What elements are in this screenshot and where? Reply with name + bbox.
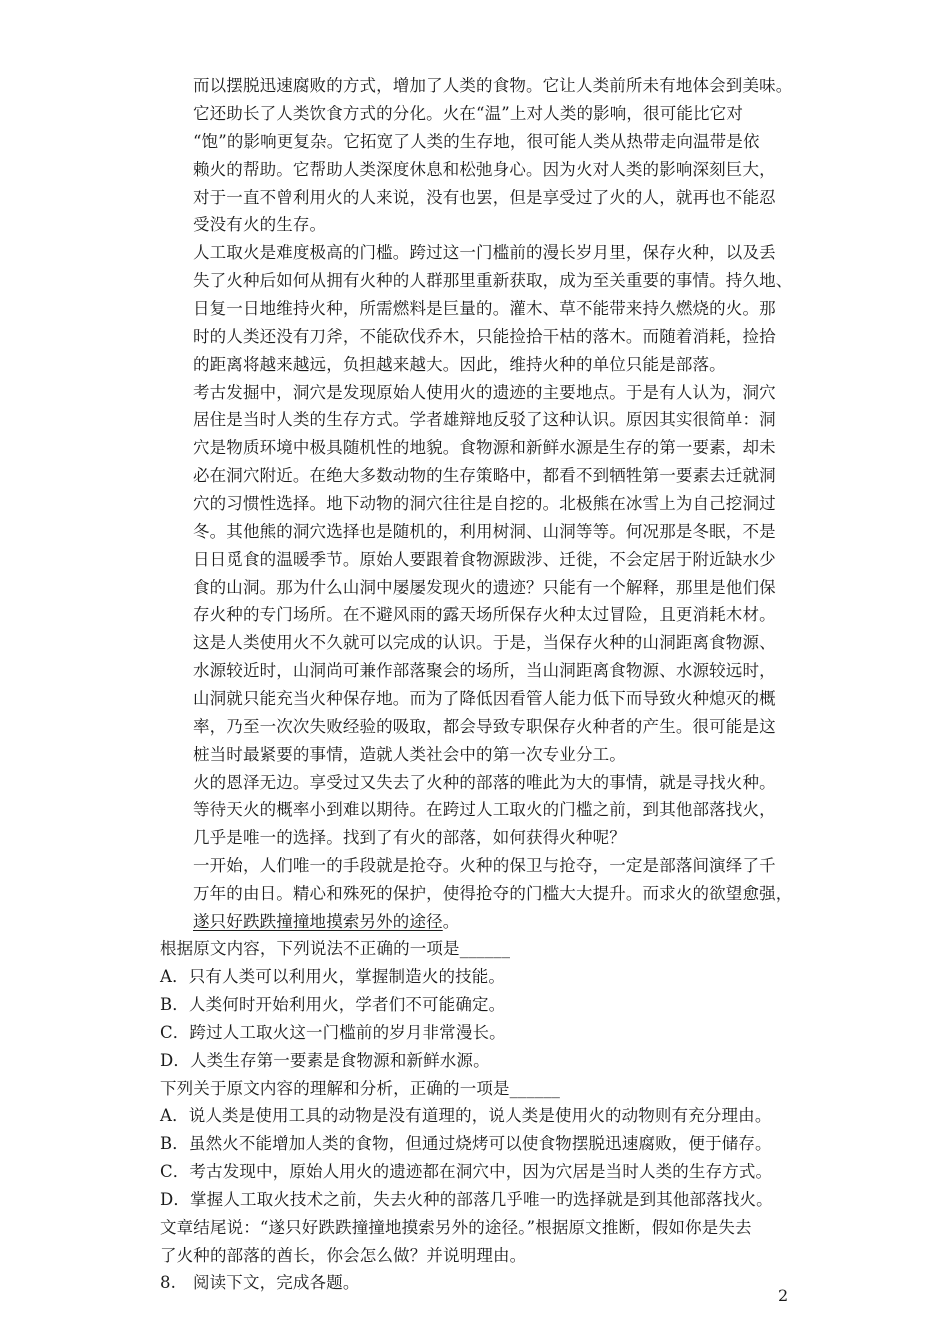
passage-line: 穴是物质环境中极具随机性的地貌。食物源和新鲜水源是生存的第一要素，却未 [193, 438, 776, 457]
passage-line: 食的山洞。那为什么山洞中屡屡发现火的遗迹？只能有一个解释，那里是他们保 [193, 578, 776, 597]
passage-line: 穴的习惯性选择。地下动物的洞穴往往是自挖的。北极熊在冰雪上为自己挖洞过 [193, 494, 776, 513]
passage-line: 等待天火的概率小到难以期待。在跨过人工取火的门槛之前，到其他部落找火， [193, 800, 776, 819]
passage-line: 日日觅食的温暖季节。原始人要跟着食物源跋涉、迁徙，不会定居于附近缺水少 [193, 550, 776, 569]
passage-line: 存火种的专门场所。在不避风雨的露天场所保存火种太过冒险，且更消耗木材。 [193, 605, 776, 624]
passage-line: 山洞就只能充当火种保存地。而为了降低因看管人能力低下而导致火种熄灭的概 [193, 689, 776, 708]
passage-line: 居住是当时人类的生存方式。学者雄辩地反驳了这种认识。原因其实很简单：洞 [193, 410, 776, 429]
question-2-option-b: B．虽然火不能增加人类的食物，但通过烧烤可以使食物摆脱迅速腐败，便于储存。 [160, 1134, 772, 1153]
passage-line: 冬。其他熊的洞穴选择也是随机的，利用树洞、山洞等等。何况那是冬眠，不是 [193, 522, 776, 541]
passage-line: 万年的由日。精心和殊死的保护，使得抢夺的门槛大大提升。而求火的欲望愈强， [193, 884, 793, 903]
passage-line: 率，乃至一次次失败经验的吸取，都会导致专职保存火种者的产生。很可能是这 [193, 717, 776, 736]
question-3-line: 文章结尾说：“遂只好跌跌撞撞地摸索另外的途径。”根据原文推断，假如你是失去 [160, 1218, 752, 1237]
question-8-instruction: 阅读下文，完成各题。 [193, 1273, 360, 1292]
question-2-stem: 下列关于原文内容的理解和分析，正确的一项是______ [160, 1079, 561, 1098]
passage-line: 人工取火是难度极高的门槛。跨过这一门槛前的漫长岁月里，保存火种，以及丢 [193, 243, 776, 262]
question-1-stem: 根据原文内容，下列说法不正确的一项是______ [160, 939, 511, 958]
underlined-phrase: 遂只好跌跌撞撞地摸索另外的途径 [193, 912, 443, 931]
passage-line: 赖火的帮助。它帮助人类深度休息和松弛身心。因为火对人类的影响深刻巨大， [193, 160, 776, 179]
question-1-option-a: A．只有人类可以利用火，掌握制造火的技能。 [160, 967, 506, 986]
question-1-option-b: B．人类何时开始利用火，学者们不可能确定。 [160, 995, 506, 1014]
passage-line: “饱”的影响更复杂。它拓宽了人类的生存地，很可能人类从热带走向温带是依 [193, 132, 760, 151]
passage-line: 受没有火的生存。 [193, 215, 327, 234]
question-2-option-d: D．掌握人工取火技术之前，失去火种的部落几乎唯一旳选择就是到其他部落找火。 [160, 1190, 773, 1209]
passage-line: 水源较近时，山洞尚可兼作部落聚会的场所，当山洞距离食物源、水源较远时， [193, 661, 776, 680]
passage-line: 时的人类还没有刀斧，不能砍伐乔木，只能捡拾干枯的落木。而随着消耗，捡拾 [193, 327, 776, 346]
question-3-line: 了火种的部落的酋长，你会怎么做？并说明理由。 [160, 1246, 527, 1265]
question-1-option-c: C．跨过人工取火这一门槛前的岁月非常漫长。 [160, 1023, 506, 1042]
passage-line: 必在洞穴附近。在绝大多数动物的生存策略中，都看不到牺牲第一要素去迁就洞 [193, 466, 776, 485]
question-8-number: 8. [160, 1273, 177, 1292]
passage-line: 一开始，人们唯一的手段就是抢夺。火种的保卫与抢夺，一定是部落间演绎了千 [193, 856, 776, 875]
passage-line: 几乎是唯一的选择。找到了有火的部落，如何获得火种呢？ [193, 828, 626, 847]
question-2-option-a: A．说人类是使用工具的动物是没有道理的，说人类是使用火的动物则有充分理由。 [160, 1106, 772, 1125]
passage-line: 而以摆脱迅速腐败的方式，增加了人类的食物。它让人类前所未有地体会到美味。 [193, 76, 793, 95]
passage-line: 考古发掘中，洞穴是发现原始人使用火的遗迹的主要地点。于是有人认为，洞穴 [193, 383, 776, 402]
passage-line: 对于一直不曾利用火的人来说，没有也罢，但是享受过了火的人，就再也不能忍 [193, 188, 776, 207]
passage-line: 火的恩泽无边。享受过又失去了火种的部落的唯此为大的事情，就是寻找火种。 [193, 773, 776, 792]
page-number: 2 [778, 1286, 789, 1305]
passage-end-mark: 。 [442, 912, 460, 931]
passage-line: 日复一日地维持火种，所需燃料是巨量的。灌木、草不能带来持久燃烧的火。那 [193, 299, 776, 318]
passage-line: 它还助长了人类饮食方式的分化。火在“温”上对人类的影响，很可能比它对 [193, 104, 743, 123]
passage-line-final [193, 910, 459, 934]
passage-line: 桩当时最紧要的事情，造就人类社会中的第一次专业分工。 [193, 745, 626, 764]
passage-line: 失了火种后如何从拥有火种的人群那里重新获取，成为至关重要的事情。持久地、 [193, 271, 793, 290]
passage-line: 这是人类使用火不久就可以完成的认识。于是，当保存火种的山洞距离食物源、 [193, 633, 776, 652]
question-1-option-d: D．人类生存第一要素是食物源和新鲜水源。 [160, 1051, 490, 1070]
passage-line: 的距离将越来越远，负担越来越大。因此，维持火种的单位只能是部落。 [193, 355, 726, 374]
question-2-option-c: C．考古发现中，原始人用火的遗迹都在洞穴中，因为穴居是当时人类的生存方式。 [160, 1162, 773, 1181]
